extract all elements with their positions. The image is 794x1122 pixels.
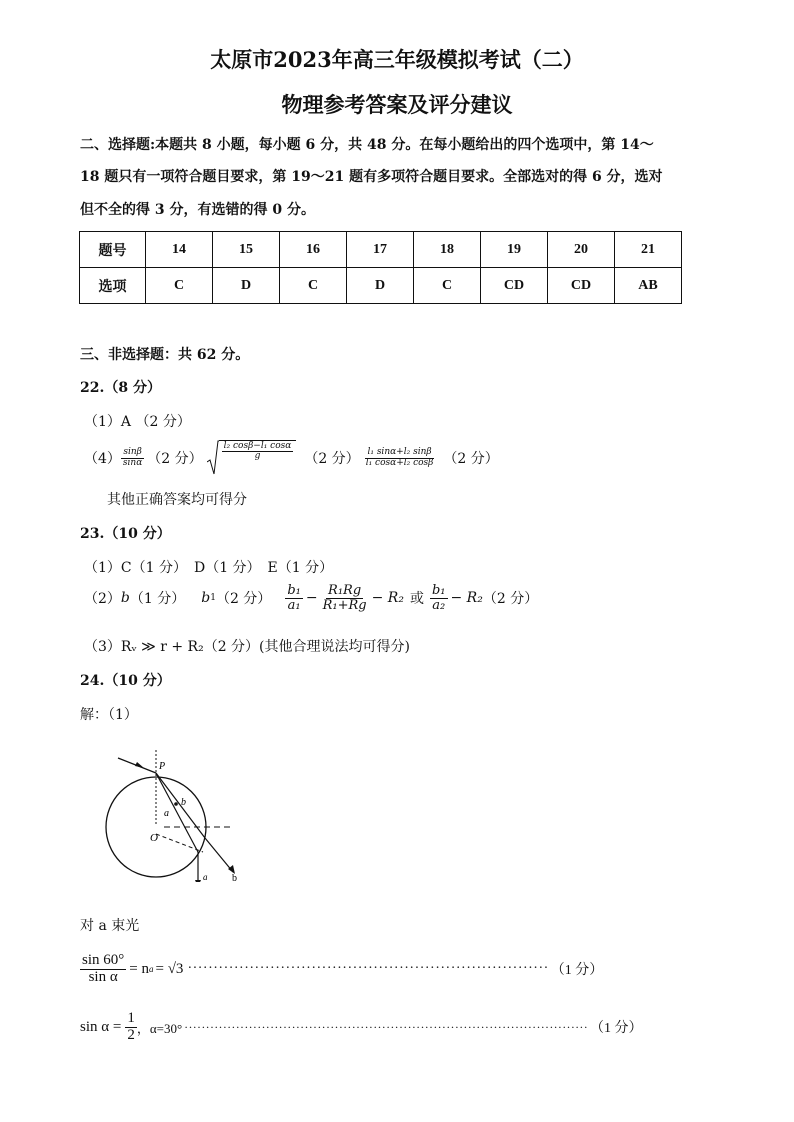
score: （2 分） [482,591,539,608]
leader-dots: ······································································ [187,961,549,977]
fraction-denominator: a₂ [432,597,446,613]
q22-part4-label: （4） [84,451,121,467]
table-cell: 18 [414,232,481,268]
fraction-denominator: g [254,451,261,462]
section2-line3: 但不全的得 3 分，有选错的得 0 分。 [80,202,315,218]
score: （2 分） [147,451,203,467]
label-a-outer: a [203,872,208,882]
term-r2: − R₂ [371,590,404,607]
label-p: P [159,761,166,772]
fraction-numerator: l₂ cosβ−l₁ cosα [223,441,292,451]
table-cell: AB [615,268,682,304]
table-cell: 19 [481,232,548,268]
table-header-cell: 题号 [80,232,146,268]
optics-figure [90,742,260,882]
eq2-lhs: sin α = [80,1018,122,1035]
q23-fraction-rr [321,584,369,612]
q24-eq1-fraction [80,953,126,986]
table-cell: D [347,268,414,304]
q24-heading: 24.（10 分） [80,673,171,689]
table-cell: 21 [615,232,682,268]
var-b1: b [201,590,211,607]
fraction-numerator: l₁ sinα+l₂ sinβ [367,447,432,458]
minus-sign: − [305,590,318,607]
fraction-numerator: b₁ [287,583,301,598]
page-title: 太原市2023年高三年级模拟考试（二） [210,47,584,72]
score: （2 分） [304,451,360,467]
fraction-denominator: l₁ cosα+l₂ cosβ [365,457,434,468]
label-a-inner: a [164,808,169,819]
section3-heading: 三、非选择题：共 62 分。 [80,347,250,363]
table-cell: CD [481,268,548,304]
table-cell: C [414,268,481,304]
q24-solve-label: 解：（1） [80,707,138,723]
or-word: 或 [409,591,424,608]
page-subtitle: 物理参考答案及评分建议 [281,92,513,117]
score: （1 分） [550,963,604,979]
q23-heading: 23.（10 分） [80,526,171,542]
fraction-numerator: R₁Rg [328,583,362,598]
eq2-rest: ，α=30° [136,1020,183,1036]
q22-heading: 22.（8 分） [80,380,161,396]
q22-fraction-3 [364,448,436,468]
eq1-n-subscript: a [148,964,154,975]
q23-fraction-b1a2 [430,584,448,612]
table-cell: C [280,268,347,304]
table-cell: 17 [347,232,414,268]
q23-fraction-b1a1 [285,584,303,612]
leader-dots: ······························································································ [184,1019,589,1034]
point-b-dot [174,802,178,806]
arrow-icon [195,880,201,882]
eq1-value: = √3 [155,960,184,977]
score: （1 分） [590,1021,643,1037]
refracted-ray-a [156,773,198,852]
table-header-cell: 选项 [80,268,146,304]
q22-note: 其他正确答案均可得分 [107,492,247,508]
q22-part4 [84,440,499,476]
q23-part3: （3）Rᵥ ≫ r + R₂（2 分）(其他合理说法均可得分) [84,639,410,655]
fraction-denominator: R₁+Rg [322,597,367,613]
section2-line1: 二、选择题:本题共 8 小题，每小题 6 分，共 48 分。在每小题给出的四个选项中，第 14～ [80,137,654,153]
label-b-inner: b [181,797,186,808]
table-row [80,232,682,268]
score: （2 分） [215,591,272,608]
fraction-denominator: sinα [122,457,143,468]
label-b-outer: b [232,873,237,882]
table-cell: 20 [548,232,615,268]
table-cell: 14 [146,232,213,268]
table-cell: 15 [213,232,280,268]
fraction-denominator: a₁ [287,597,301,613]
q22-part1: （1）A （2 分） [84,414,191,430]
q24-eq2-fraction [125,1011,137,1044]
table-cell: 16 [280,232,347,268]
q24-eq2 [80,1011,643,1044]
q24-beam-text: 对 a 束光 [80,918,140,934]
table-cell: C [146,268,213,304]
q23-part1: （1）C（1 分） D（1 分） E（1 分） [84,560,334,576]
fraction-numerator: b₁ [431,583,446,598]
q22-fraction-2 [222,442,294,462]
fraction-denominator: sin α [88,968,118,985]
q22-fraction-1 [121,448,144,468]
q23-part2 [84,584,538,612]
q22-sqrt-expression [207,440,297,476]
var-b: b [120,590,130,607]
var-b1-subscript: 1 [210,593,216,604]
table-cell: CD [548,268,615,304]
score: （1 分） [129,591,186,608]
term-r2: − R₂ [450,590,483,607]
table-row [80,268,682,304]
q23-part2-label: （2） [84,591,121,608]
label-o: O [150,832,158,844]
fraction-numerator: sinβ [123,447,142,458]
score: （2 分） [443,451,499,467]
q24-eq1 [80,953,603,986]
sqrt-sign-icon [207,440,219,476]
table-cell: D [213,268,280,304]
fraction-denominator: 2 [127,1026,135,1043]
exit-ray-b [205,838,233,872]
fraction-numerator: 1 [127,1010,135,1026]
section2-line2: 18 题只有一项符合题目要求，第 19～21 题有多项符合题目要求。全部选对的得 6 分，选对 [80,169,663,185]
eq1-n: = n [129,960,149,977]
fraction-numerator: sin 60° [82,952,125,968]
answer-table [79,231,682,304]
